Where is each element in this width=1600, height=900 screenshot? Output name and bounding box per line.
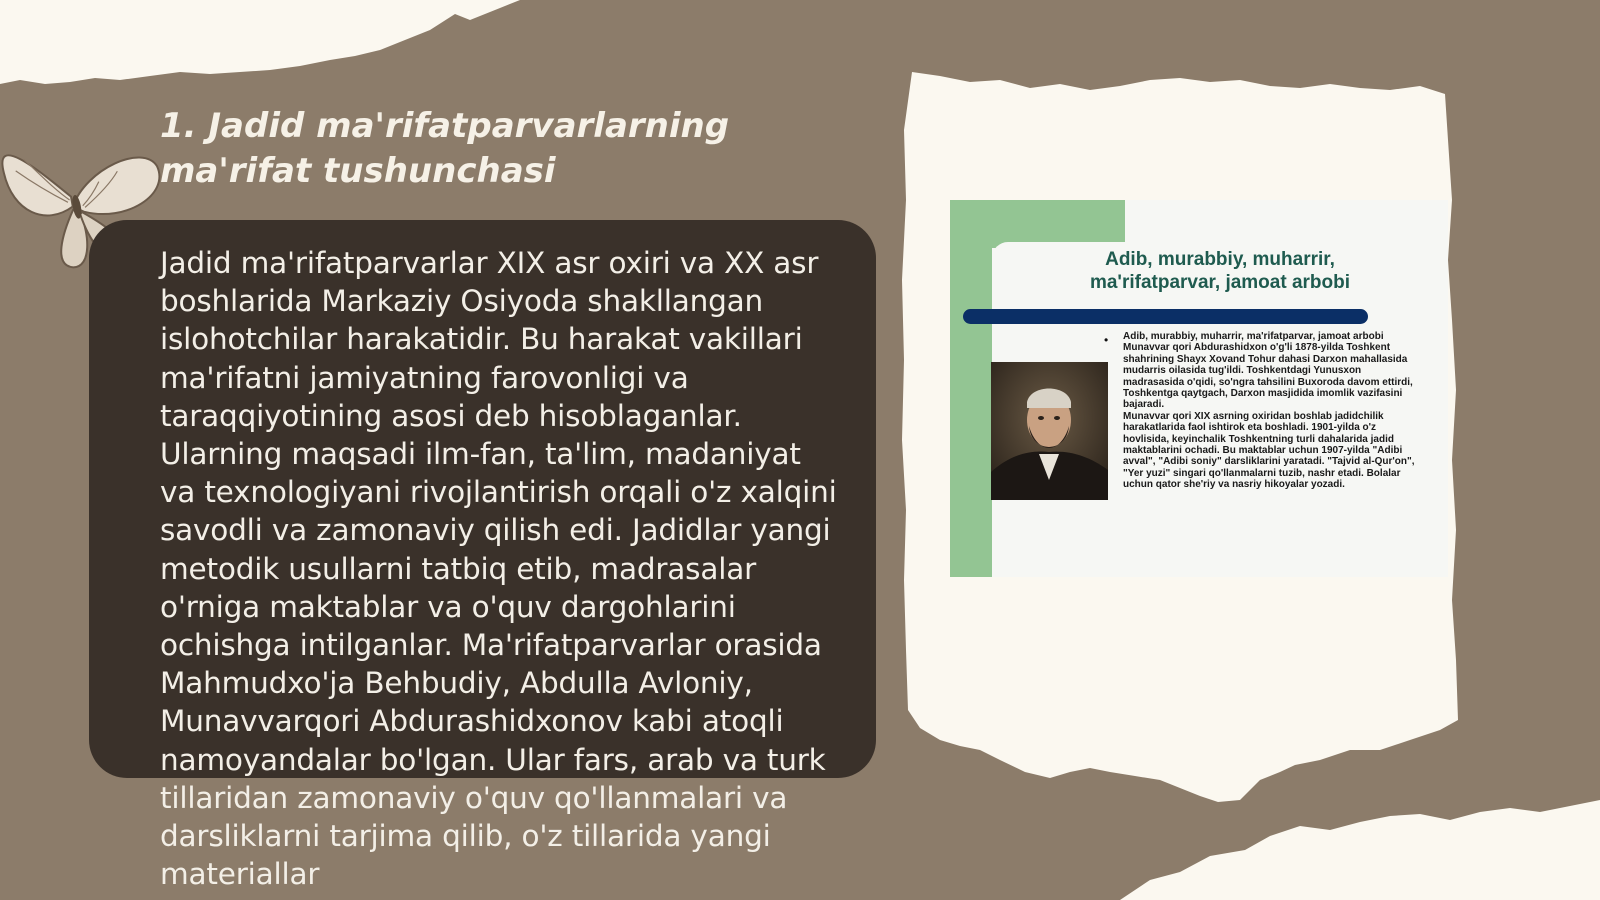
figure-body <box>1123 331 1423 491</box>
figure-heading-line2: ma'rifatparvar, jamoat arbobi <box>1089 272 1351 293</box>
slide-title: 1. Jadid ma'rifatparvarlarning ma'rifat tushunchasi <box>160 106 730 191</box>
body-text: Jadid ma'rifatparvarlar XIX asr oxiri va XX asr boshlarida Markaziy Osiyoda shakllangan islohotchilar harakatidir. Bu harakat vakillari ma'rifatni jamiyatning farovonligi va taraqqiyotining asosi deb hisoblaganlar. Ularning maqsadi ilm-fan, ta'lim, madaniyat va texnologiyani rivojlantirish orqali o'z xalqini savodli va zamonaviy qilish edi. Jadidlar yangi metodik usullarni tatbiq etib, madrasalar o'rniga maktablar va o'quv dargohlarini ochishga intilganlar. Ma'rifatparvarlar orasida Mahmudxo'ja Behbudiy, Abdulla Avloniy, Munavvarqori Abdurashidxonov kabi atoqli namoyandalar bo'lgan. Ular fars, arab va turk tillaridan zamonaviy o'quv qo'llanmalari va darsliklarni tarjima qilib, o'z tillarida yangi materiallar <box>160 246 837 892</box>
figure-divider-bar <box>963 309 1368 324</box>
portrait-icon <box>991 362 1108 500</box>
portrait-photo <box>991 362 1108 500</box>
figure-heading-line1: Adib, murabbiy, muharrir, <box>1105 249 1335 270</box>
figure-paragraph-2: Munavvar qori XIX asrning oxiridan boshlab jadidchilik harakatlarida faol ishtirok eta boshladi. 1901-yilda o'z hovlisida, keyinchalik Toshkentning turli dahalarida jadid maktablarini ochadi. Bu maktablar uchun 1907-yilda "Adibi avval", "Adibi soniy" darsliklarini yaratadi. "Tajvid al-Qur'on", "Yer yuzi" singari qo'llanmalarni tuzib, nashr etadi. Bolalar uchun qator she'riy va nasriy hikoyalar yozadi. <box>1123 410 1415 491</box>
figure-bullet: • <box>1104 333 1109 347</box>
figure-heading <box>1010 248 1430 294</box>
figure-green-accent-left <box>950 200 992 577</box>
figure-paragraph-1: Adib, murabbiy, muharrir, ma'rifatparvar, jamoat arbobi Munavvar qori Abdurashidxon o'g'li 1878-yilda Toshkent shahrining Shayx Xovand Tohur dahasi Darxon mahallasida mudarris oilasida tug'ildi. Toshkentdagi Yunusxon madrasasida o'qidi, so'ngra tahsilini Buxoroda davom ettirdi, Toshkentga qaytgach, Darxon masjidida imomlik vazifasini bajaradi. <box>1123 331 1413 411</box>
embedded-figure <box>950 200 1448 577</box>
torn-paper-top-left <box>0 0 520 84</box>
